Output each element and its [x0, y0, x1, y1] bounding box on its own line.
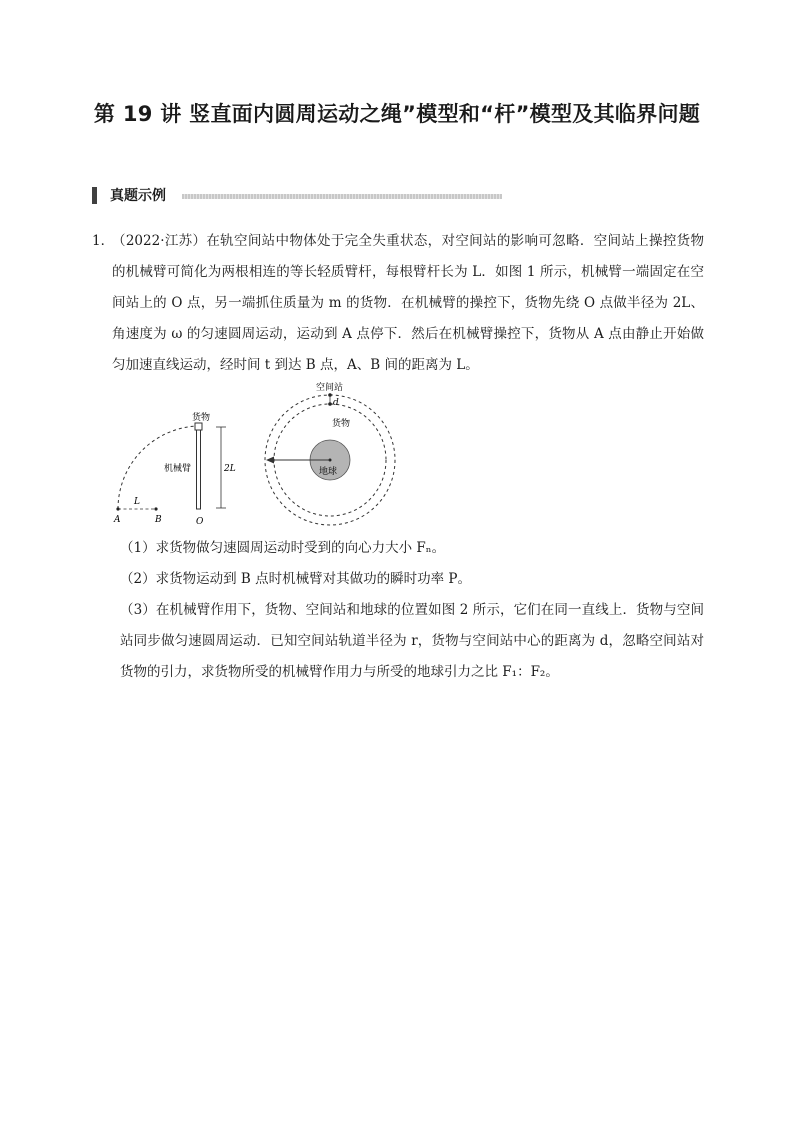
label-O: O — [196, 517, 204, 527]
figure-1 — [113, 411, 236, 527]
section-marker — [92, 187, 97, 204]
figures — [108, 380, 418, 530]
cargo-box — [195, 423, 202, 430]
label-A: A — [114, 515, 121, 525]
cargo-label: 货物 — [192, 413, 211, 423]
label-B: B — [155, 515, 162, 525]
robotic-arm — [197, 430, 201, 509]
question-1 — [92, 226, 704, 381]
arm-label: 机械臂 — [164, 464, 192, 474]
subquestion-1: （1）求货物做匀速圆周运动时受到的向心力大小 Fₙ。 — [120, 540, 446, 556]
d-label: d — [333, 398, 339, 408]
cargo-label-fig2: 货物 — [332, 419, 351, 429]
section-rule — [182, 194, 502, 199]
point-B-dot — [154, 507, 157, 510]
page-title: 第 19 讲 竖直面内圆周运动之绳”模型和“杆”模型及其临界问题 — [93, 102, 701, 126]
label-L: L — [134, 497, 140, 507]
subquestion-3: （3）在机械臂作用下，货物、空间站和地球的位置如图 2 所示，它们在同一直线上．货物与空间站同步做匀速圆周运动．已知空间站轨道半径为 r，货物与空间站中心的距离为 d，忽略空间站对货物的引力，求货物所受的机械臂作用力与所受的地球引力之比 F₁：F₂。 — [120, 602, 704, 680]
section-header — [92, 186, 422, 206]
point-A-dot — [116, 507, 119, 510]
label-2L: 2L — [224, 464, 236, 474]
section-label: 真题示例 — [110, 188, 166, 204]
force-arrow-head — [266, 457, 274, 464]
subquestion-2: （2）求货物运动到 B 点时机械臂对其做功的瞬时功率 P。 — [120, 571, 471, 587]
question-text: （2022·江苏）在轨空间站中物体处于完全失重状态，对空间站的影响可忽略．空间站上操控货物的机械臂可简化为两根相连的等长轻质臂杆，每根臂杆长为 L．如图 1 所示，机械臂一端固定在空间站上的 O 点，另一端抓住质量为 m 的货物．在机械臂的操控下，货物先绕 O 点做半径为 2L、角速度为 ω 的匀速圆周运动，运动到 A 点停下．然后在机械臂操控下，货物从 A 点由静止开始做匀加速直线运动，经时间 t 到达 B 点，A、B 间的距离为 L。 — [112, 233, 704, 373]
earth-label: 地球 — [319, 467, 338, 477]
station-label: 空间站 — [316, 383, 344, 393]
figure-2 — [265, 381, 395, 525]
question-number: 1． — [92, 233, 115, 249]
